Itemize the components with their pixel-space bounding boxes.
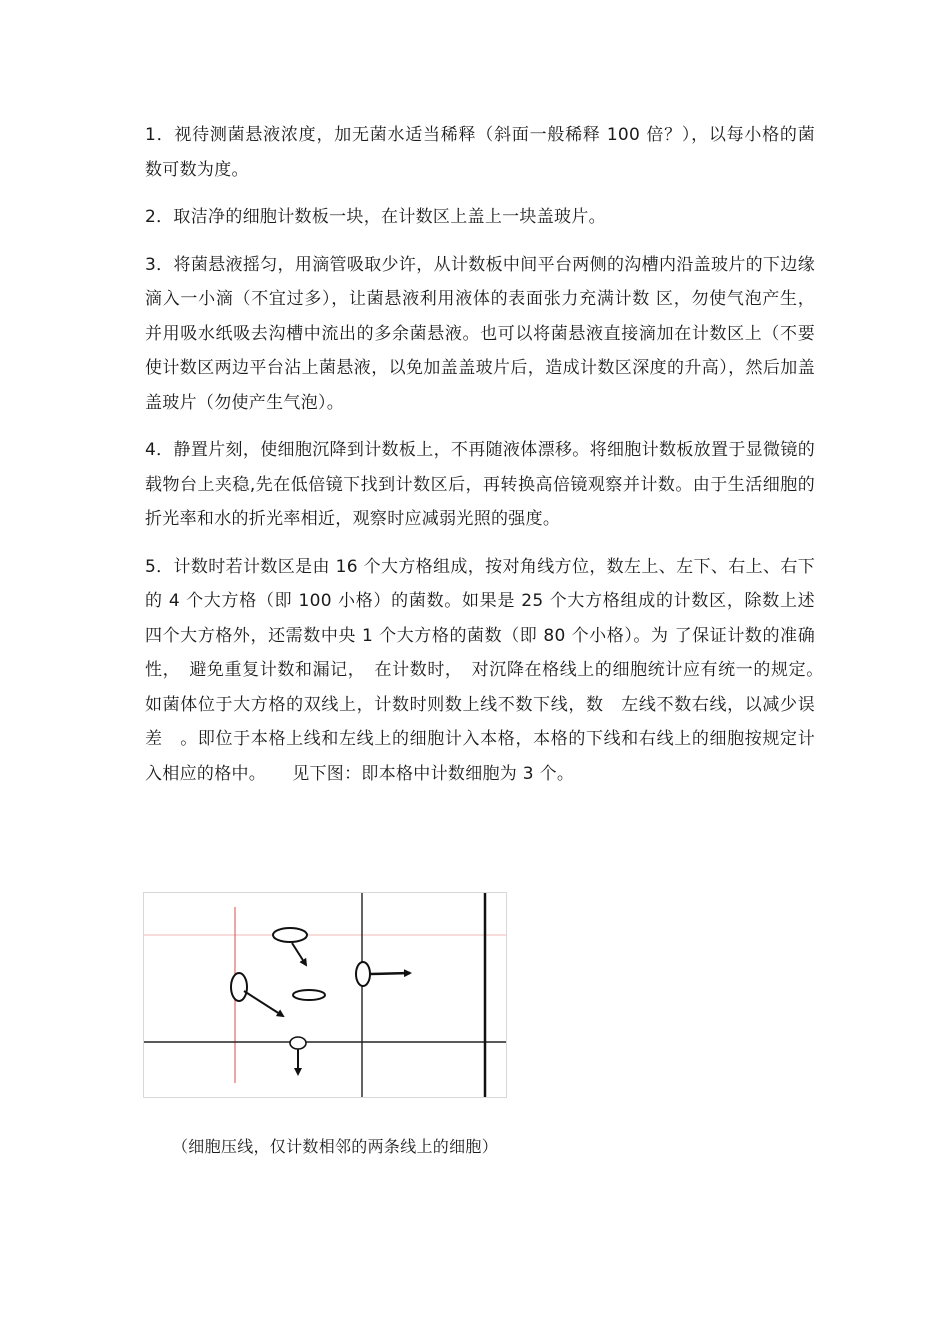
cell-right — [356, 962, 370, 986]
diagram-svg — [144, 893, 506, 1097]
cell-left — [231, 973, 247, 1001]
figure-caption: （细胞压线，仅计数相邻的两条线上的细胞） — [172, 1137, 499, 1156]
paragraph-3: 3．将菌悬液摇匀，用滴管吸取少许，从计数板中间平台两侧的沟槽内沿盖玻片的下边缘滴入一小滴（不宜过多），让菌悬液利用液体的表面张力充满计数 区，勿使气泡产生，并用吸水纸吸去沟槽中流出的多余菌悬液。也可以将菌悬液直接滴加在计数区上（不要使计数区两边平台沾上菌悬液，以免加盖盖玻片后，造成计数区深度的升高），然后加盖盖玻片（勿使产生气泡）。 — [145, 254, 815, 413]
arrow-cell-top — [292, 943, 306, 965]
arrow-cell-left — [244, 991, 283, 1016]
cell-counting-diagram — [143, 892, 507, 1098]
paragraph-4: 4．静置片刻，使细胞沉降到计数板上，不再随液体漂移。将细胞计数板放置于显微镜的载物台上夹稳,先在低倍镜下找到计数区后，再转换高倍镜观察并计数。由于生活细胞的折光率和水的折光率相近，观察时应减弱光照的强度。 — [145, 440, 815, 529]
paragraph-5: 5．计数时若计数区是由 16 个大方格组成，按对角线方位，数左上、左下、右上、右下的 4 个大方格（即 100 小格）的菌数。如果是 25 个大方格组成的计数区，除数上述四个大方格外，还需数中央 1 个大方格的菌数（即 80 个小格）。为 了保证计数的准确性， 避免重复计数和漏记， 在计数时， 对沉降在格线上的细胞统计应有统一的规定。 如菌体位于大方格的双线上，计数时则数上线不数下线，数 左线不数右线，以减少误差 。即位于本格上线和左线上的细胞计入本格，本格的下线和右线上的细胞按规定计入相应的格中。 见下图：即本格中计数细胞为 3 个。 — [145, 556, 833, 784]
cell-bottom — [290, 1037, 306, 1049]
cell-center — [293, 990, 325, 1000]
arrow-cell-right — [370, 973, 410, 974]
paragraph-1: 1．视待测菌悬液浓度，加无菌水适当稀释（斜面一般稀释 100 倍？），以每小格的菌数可数为度。 — [145, 125, 815, 180]
paragraph-2: 2．取洁净的细胞计数板一块，在计数区上盖上一块盖玻片。 — [145, 207, 606, 227]
document-body — [145, 118, 833, 804]
cell-top — [273, 928, 307, 942]
